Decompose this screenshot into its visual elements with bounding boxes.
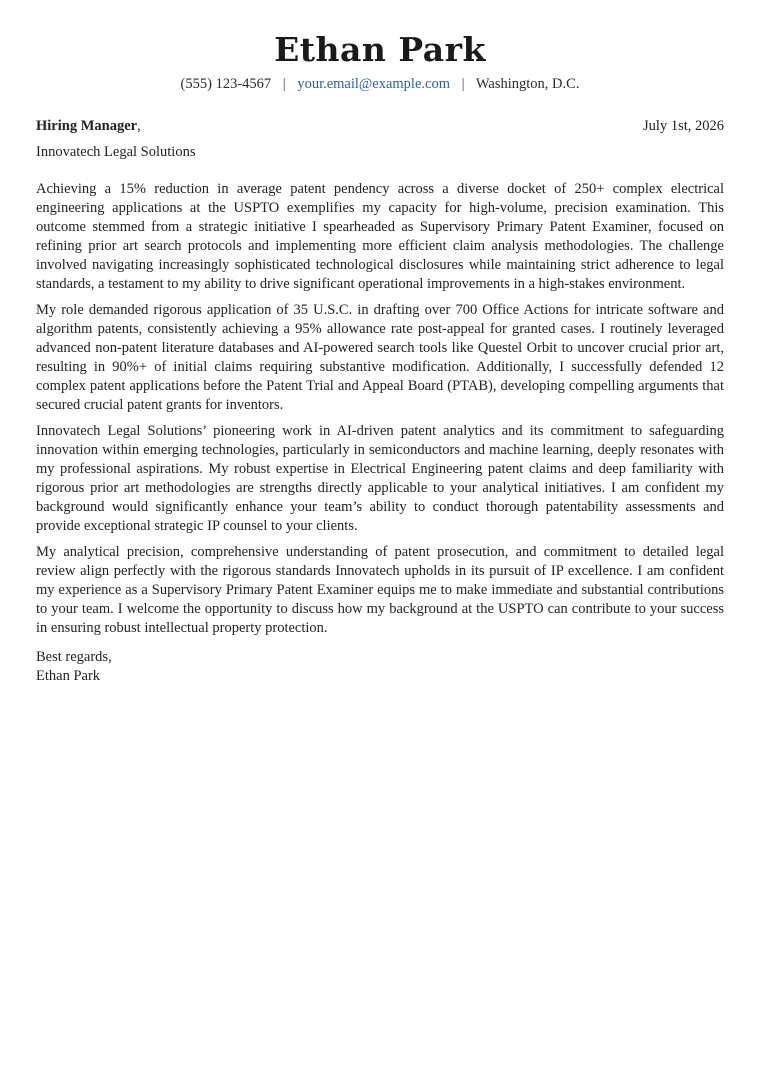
closing-signature: Ethan Park: [36, 668, 101, 684]
location: Washington, D.C.: [475, 76, 580, 92]
letter-closing: [36, 648, 724, 686]
body-paragraph: Achieving a 15% reduction in average patent pendency across a diverse docket of 250+ complex electrical engineering applications at the USPTO exemplifies my capacity for high-volume, precision examination. This outcome stemmed from a strategic initiative I spearheaded as Supervisory Primary Patent Examiner, focused on refining prior art search protocols and implementing more efficient claim analysis methodologies. The challenge involved navigating increasingly sophisticated technological disclosures while maintaining strict adherence to legal standards, a testament to my ability to drive significant operational improvements in a high-stakes environment.: [36, 181, 724, 292]
contact-separator: |: [282, 76, 286, 92]
letter-date: July 1st, 2026: [643, 118, 724, 134]
recipient-company: Innovatech Legal Solutions: [36, 144, 196, 160]
phone-number: (555) 123-4567: [180, 76, 272, 92]
closing-salutation: Best regards,: [36, 649, 112, 665]
recipient-name-suffix: ,: [137, 118, 141, 134]
contact-line: [36, 74, 724, 94]
body-paragraph: My role demanded rigorous application of 35 U.S.C. in drafting over 700 Office Actions for intricate software and algorithm patents, consistently achieving a 95% allowance rate post-appeal for granted cases. I routinely leveraged advanced non-patent literature databases and AI-powered search tools like Questel Orbit to uncover crucial prior art, resulting in 90%+ of initial claims requiring substantive modification. Additionally, I successfully defended 12 complex patent applications before the Patent Trial and Appeal Board (PTAB), developing compelling arguments that secured crucial patent grants for inventors.: [36, 302, 724, 413]
letter-body: [36, 180, 724, 638]
recipient-greeting: [36, 116, 141, 136]
applicant-name: Ethan Park: [274, 30, 486, 69]
body-paragraph: My analytical precision, comprehensive understanding of patent prosecution, and commitment to detailed legal review align perfectly with the rigorous standards Innovatech upholds in its pursuit of IP excellence. I am confident my experience as a Supervisory Primary Patent Examiner equips me to make immediate and substantial contributions to your team. I welcome the opportunity to discuss how my background at the USPTO can contribute to your success in ensuring robust intellectual property protection.: [36, 544, 724, 636]
body-paragraph: Innovatech Legal Solutions’ pioneering work in AI-driven patent analytics and its commitment to safeguarding innovation within emerging technologies, particularly in semiconductors and machine learning, deeply resonates with my professional aspirations. My robust expertise in Electrical Engineering patent claims and deep familiarity with rigorous prior art methodologies are strengths directly applicable to your analytical initiatives. I am confident my background would significantly enhance your team’s ability to conduct thorough patentability assessments and provide exceptional strategic IP counsel to your clients.: [36, 423, 724, 534]
recipient-row: [36, 116, 724, 136]
contact-separator: |: [461, 76, 465, 92]
recipient-name: Hiring Manager: [36, 118, 138, 134]
email-link[interactable]: your.email@example.com: [297, 76, 450, 92]
